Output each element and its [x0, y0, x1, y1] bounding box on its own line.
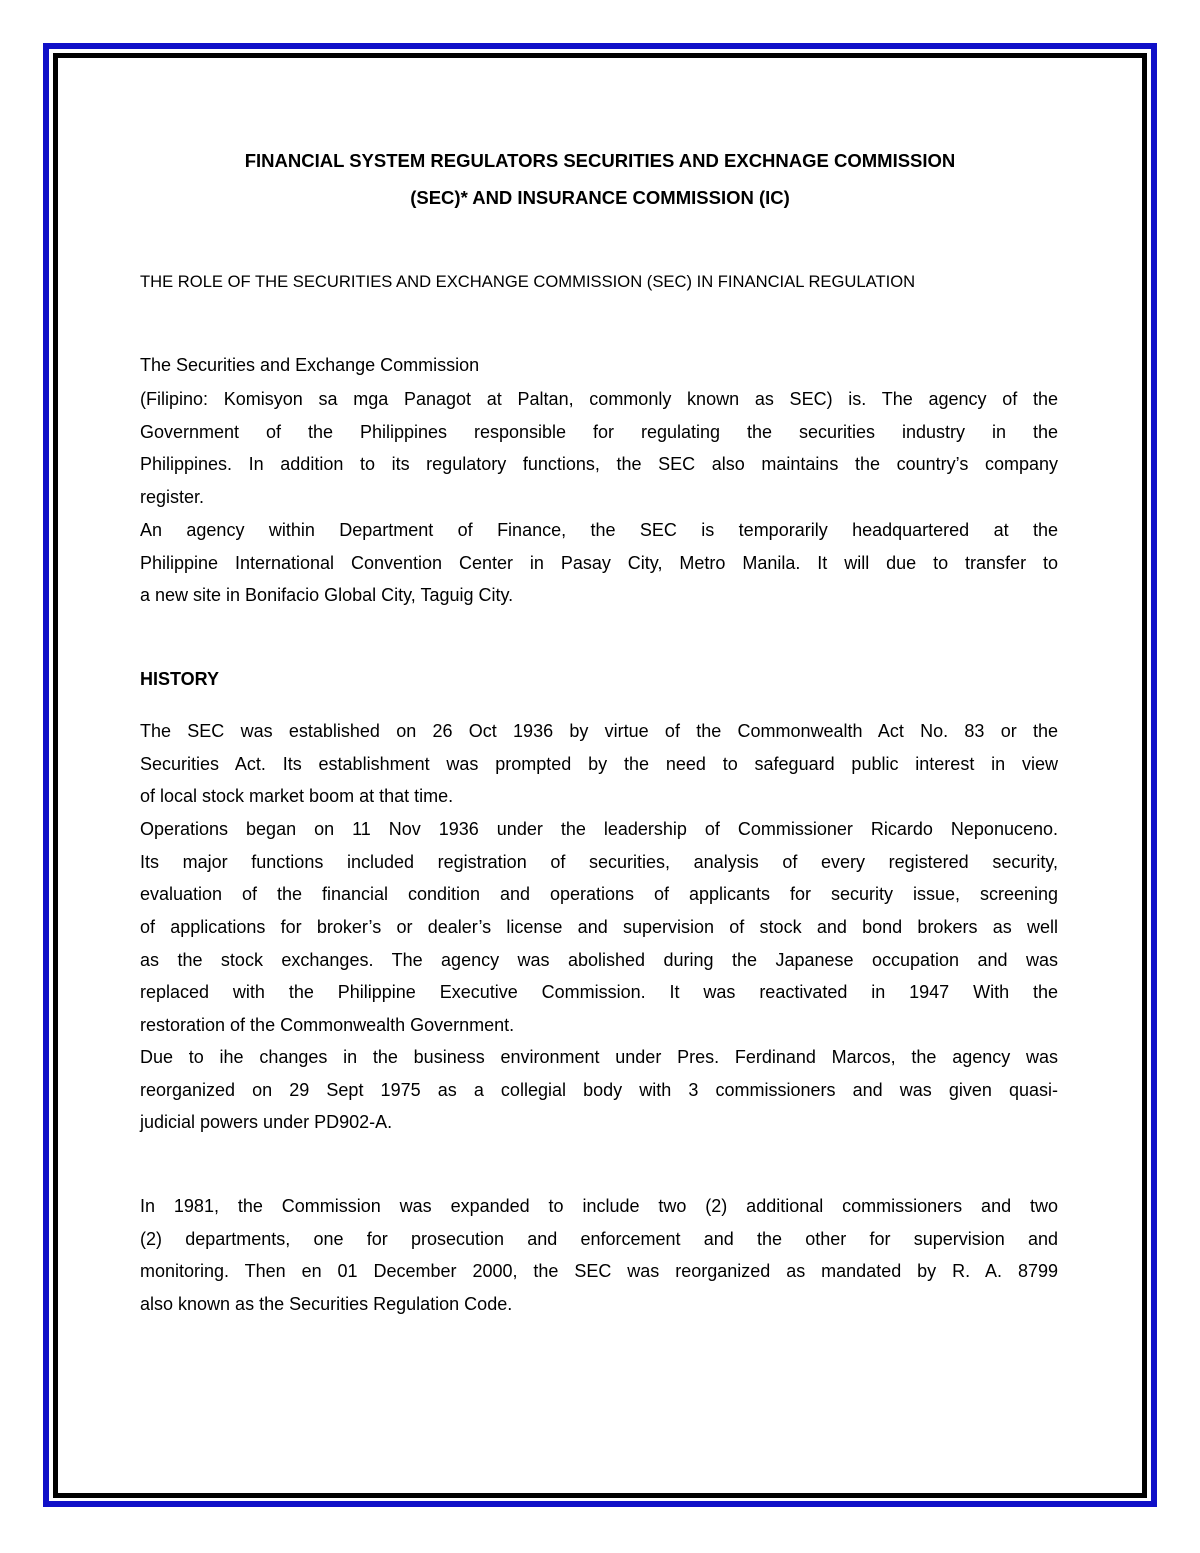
paragraph-line: restoration of the Commonwealth Government.	[140, 1015, 515, 1036]
section-subtitle: THE ROLE OF THE SECURITIES AND EXCHANGE COMMISSION (SEC) IN FINANCIAL REGULATION	[140, 272, 916, 291]
paragraph-line: of applications for broker’s or dealer’s license and supervision of stock and bond brokers as well	[140, 917, 1058, 938]
paragraph-line: as the stock exchanges. The agency was abolished during the Japanese occupation and was	[140, 949, 1058, 970]
paragraph-line: replaced with the Philippine Executive Commission. It was reactivated in 1947 With the	[140, 982, 1058, 1003]
paragraph-line: Securities Act. Its establishment was prompted by the need to safeguard public interest in view	[140, 753, 1058, 774]
paragraph-line: Operations began on 11 Nov 1936 under the leadership of Commissioner Ricardo Neponuceno.	[140, 819, 1058, 839]
paragraph-line: Philippines. In addition to its regulatory functions, the SEC also maintains the country’s company	[140, 454, 1058, 475]
paragraph	[140, 1041, 1058, 1139]
paragraph	[140, 813, 1058, 1042]
paragraph-line: reorganized on 29 Sept 1975 as a collegial body with 3 commissioners and was given quasi-	[140, 1079, 1058, 1100]
paragraph	[140, 383, 1058, 514]
paragraph-line: The SEC was established on 26 Oct 1936 by virtue of the Commonwealth Act No. 83 or the	[140, 721, 1058, 741]
paragraph-line: also known as the Securities Regulation Code.	[140, 1294, 513, 1315]
paragraph-line: monitoring. Then en 01 December 2000, the SEC was reorganized as mandated by R. A. 8799	[140, 1261, 1058, 1282]
paragraph-line: Philippine International Convention Center in Pasay City, Metro Manila. It will due to transfer to	[140, 552, 1058, 573]
paragraph-line: of local stock market boom at that time.	[140, 786, 454, 807]
paragraph-line: Due to ihe changes in the business environment under Pres. Ferdinand Marcos, the agency was	[140, 1047, 1058, 1067]
history-heading: HISTORY	[140, 669, 220, 689]
title-line: FINANCIAL SYSTEM REGULATORS SECURITIES AND EXCHNAGE COMMISSION	[244, 150, 956, 171]
paragraph-line: In 1981, the Commission was expanded to include two (2) additional commissioners and two	[140, 1196, 1058, 1216]
paragraph-line: register.	[140, 487, 205, 508]
paragraph-line: (Filipino: Komisyon sa mga Panagot at Paltan, commonly known as SEC) is. The agency of the	[140, 389, 1058, 409]
paragraph-line: evaluation of the financial condition and operations of applicants for security issue, screening	[140, 884, 1058, 905]
intro-heading: The Securities and Exchange Commission	[140, 355, 480, 375]
paragraph-line: An agency within Department of Finance, the SEC is temporarily headquartered at the	[140, 520, 1058, 540]
paragraph-line: (2) departments, one for prosecution and enforcement and the other for supervision and	[140, 1228, 1058, 1249]
document-title	[100, 142, 1100, 216]
paragraph-line: judicial powers under PD902-A.	[140, 1112, 393, 1133]
paragraph-line: Government of the Philippines responsible for regulating the securities industry in the	[140, 421, 1058, 442]
title-line: (SEC)* AND INSURANCE COMMISSION (IC)	[410, 187, 790, 208]
paragraph	[140, 715, 1058, 813]
paragraph	[140, 1190, 1058, 1321]
paragraph-line: a new site in Bonifacio Global City, Taguig City.	[140, 585, 514, 606]
paragraph	[140, 514, 1058, 612]
paragraph-line: Its major functions included registration of securities, analysis of every registered security,	[140, 851, 1058, 872]
